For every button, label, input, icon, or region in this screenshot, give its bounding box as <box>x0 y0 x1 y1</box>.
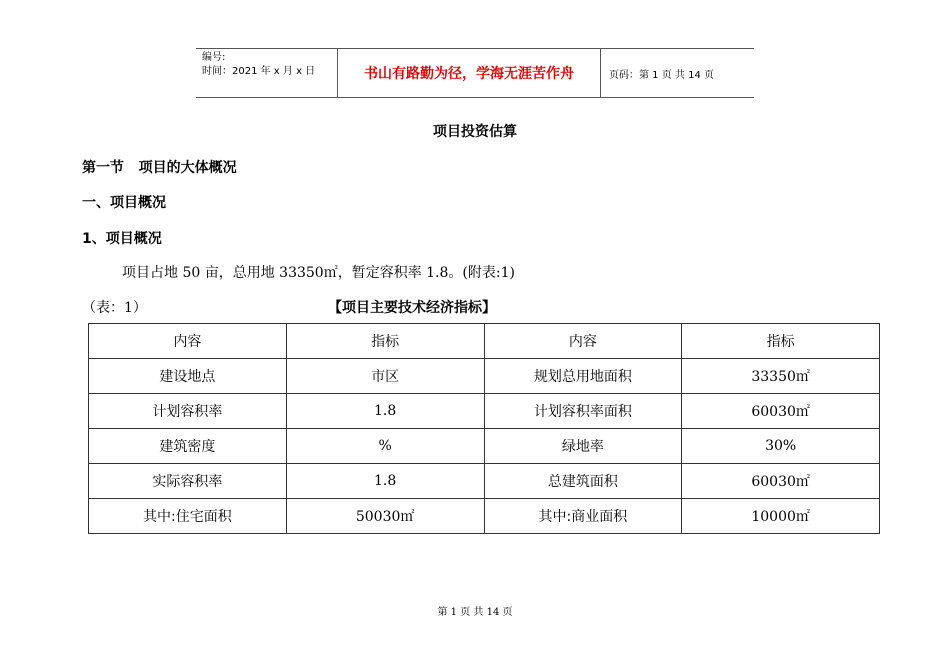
table-cell: 60030㎡ <box>682 464 880 499</box>
table-cell: 1.8 <box>286 394 484 429</box>
table-cell: % <box>286 429 484 464</box>
page-footer: 第 1 页 共 14 页 <box>437 607 513 618</box>
number-label: 编号: <box>202 52 226 63</box>
table-cell: 10000㎡ <box>682 499 880 534</box>
header-cell: 内容 <box>484 324 682 359</box>
table-cell: 50030㎡ <box>286 499 484 534</box>
table-cell: 60030㎡ <box>682 394 880 429</box>
date-label: 时间：2021 年 x 月 x 日 <box>202 66 316 77</box>
page-header <box>196 48 754 98</box>
sub-heading-overview-1: 1、项目概况 <box>82 231 162 247</box>
table-row <box>89 464 880 499</box>
table-cell: 计划容积率 <box>89 394 287 429</box>
table-row <box>89 359 880 394</box>
indicators-table <box>88 323 880 534</box>
table-row <box>89 499 880 534</box>
table-label: （表：1） <box>82 300 147 316</box>
table-cell: 实际容积率 <box>89 464 287 499</box>
section-heading: 第一节 项目的大体概况 <box>82 160 237 176</box>
table-caption: 【项目主要技术经济指标】 <box>328 300 496 316</box>
header-cell: 内容 <box>89 324 287 359</box>
table-cell: 其中:商业面积 <box>484 499 682 534</box>
table-cell: 计划容积率面积 <box>484 394 682 429</box>
header-cell: 指标 <box>682 324 880 359</box>
table-row <box>89 394 880 429</box>
header-page-info: 页码：第 1 页 共 14 页 <box>609 69 714 81</box>
table-cell: 30% <box>682 429 880 464</box>
table-header-row <box>89 324 880 359</box>
table-cell: 1.8 <box>286 464 484 499</box>
table-row <box>89 429 880 464</box>
overview-paragraph: 项目占地 50 亩，总用地 33350㎡，暂定容积率 1.8。(附表:1) <box>122 265 515 281</box>
sub-heading-overview: 一、项目概况 <box>82 195 166 211</box>
table-cell: 建筑密度 <box>89 429 287 464</box>
table-cell: 其中:住宅面积 <box>89 499 287 534</box>
table-cell: 绿地率 <box>484 429 682 464</box>
table-cell: 建设地点 <box>89 359 287 394</box>
table-cell: 总建筑面积 <box>484 464 682 499</box>
table-cell: 规划总用地面积 <box>484 359 682 394</box>
header-slogan: 书山有路勤为径，学海无涯苦作舟 <box>338 49 601 97</box>
header-cell: 指标 <box>286 324 484 359</box>
document-title: 项目投资估算 <box>433 124 517 140</box>
table-cell: 33350㎡ <box>682 359 880 394</box>
header-meta <box>196 49 338 97</box>
table-cell: 市区 <box>286 359 484 394</box>
